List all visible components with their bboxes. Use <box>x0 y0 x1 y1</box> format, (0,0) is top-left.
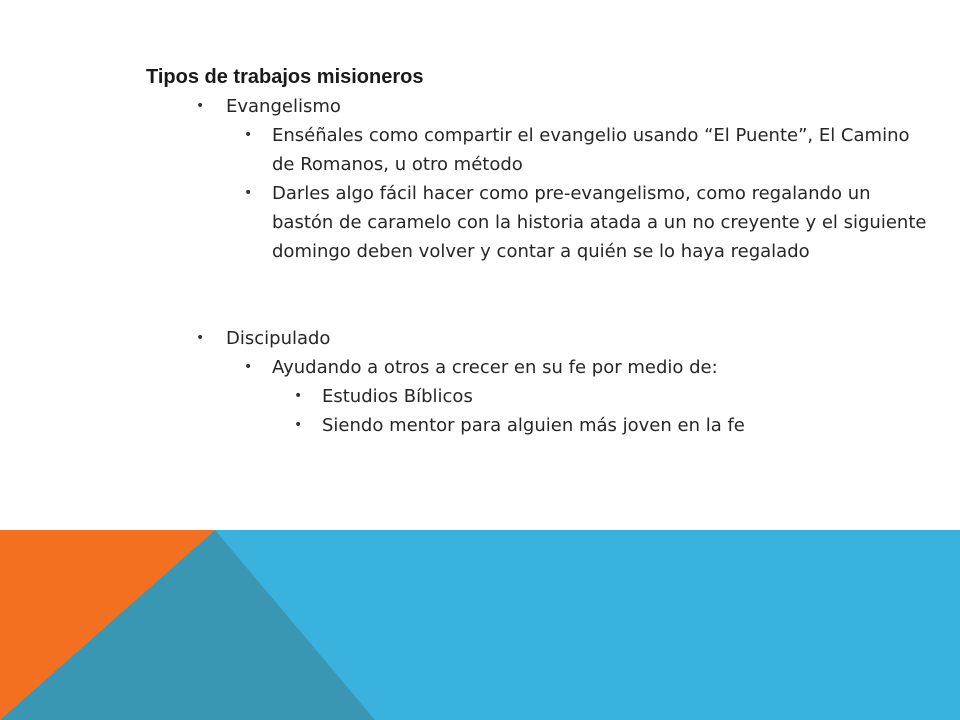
sub-bullet-pre-evangelismo: • Darles algo fácil hacer como pre-evangelismo, como regalando un bastón de caramelo con la historia atada a un no creyente y el siguiente domingo deben volver y contar a quién se lo haya regalado <box>146 179 936 266</box>
sub-sub-bullet-mentor: • Siendo mentor para alguien más joven en la fe <box>146 411 936 440</box>
bullet-evangelismo: • Evangelismo <box>146 92 936 121</box>
spacer <box>146 266 936 324</box>
slide-content <box>146 62 936 440</box>
sub-bullet-compartir: • Enséñales como compartir el evangelio usando “El Puente”, El Camino de Romanos, u otro método <box>146 121 936 179</box>
sub-bullet-ayudando: • Ayudando a otros a crecer en su fe por medio de: <box>146 353 936 382</box>
sub-sub-bullet-estudios: • Estudios Bíblicos <box>146 382 936 411</box>
slide-title: Tipos de trabajos misioneros <box>146 66 424 88</box>
bullet-list <box>146 92 936 440</box>
bullet-discipulado: • Discipulado <box>146 324 936 353</box>
decorative-footer-band <box>0 530 960 720</box>
